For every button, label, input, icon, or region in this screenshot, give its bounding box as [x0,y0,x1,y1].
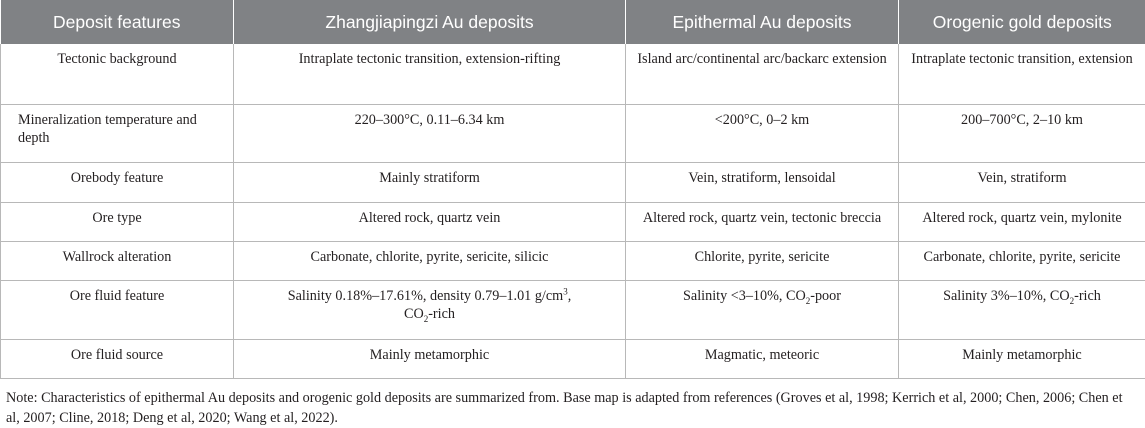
cell-epithermal: Magmatic, meteoric [626,340,899,379]
cell-orogenic: 200–700°C, 2–10 km [899,105,1145,163]
cell-epithermal [626,281,899,340]
row-label: Wallrock alteration [1,242,234,281]
subscript: 2 [424,314,429,324]
table-row [1,281,1145,340]
cell-epithermal: Altered rock, quartz vein, tectonic breccia [626,203,899,242]
cell-orogenic: Altered rock, quartz vein, mylonite [899,203,1145,242]
cell-epithermal: Island arc/continental arc/backarc extension [626,44,899,105]
table-row [1,44,1145,105]
row-label: Ore type [1,203,234,242]
cell-zhangjiapingzi: Carbonate, chlorite, pyrite, sericite, silicic [234,242,626,281]
text-fragment: CO [404,306,424,322]
subscript: 2 [806,296,811,306]
row-label: Ore fluid feature [1,281,234,340]
header-deposit-features: Deposit features [1,0,234,44]
row-label: Ore fluid source [1,340,234,379]
text-fragment: Salinity <3–10%, CO [683,288,806,304]
cell-zhangjiapingzi: Mainly stratiform [234,163,626,203]
cell-zhangjiapingzi: Altered rock, quartz vein [234,203,626,242]
cell-zhangjiapingzi: 220–300°C, 0.11–6.34 km [234,105,626,163]
cell-zhangjiapingzi [234,281,626,340]
cell-epithermal: Chlorite, pyrite, sericite [626,242,899,281]
cell-zhangjiapingzi: Mainly metamorphic [234,340,626,379]
text-fragment: Salinity 3%–10%, CO [943,288,1070,304]
table-row [1,340,1145,379]
header-orogenic: Orogenic gold deposits [899,0,1145,44]
cell-orogenic: Vein, stratiform [899,163,1145,203]
text-fragment: Salinity 0.18%–17.61%, density 0.79–1.01 g/cm [288,288,563,304]
cell-epithermal: Vein, stratiform, lensoidal [626,163,899,203]
table-row [1,203,1145,242]
superscript: 3 [563,286,568,296]
header-row [1,0,1145,44]
text-fragment: -rich [1074,288,1101,304]
table-row [1,242,1145,281]
header-epithermal: Epithermal Au deposits [626,0,899,44]
row-label: Mineralization temperature and depth [1,105,234,163]
header-zhangjiapingzi: Zhangjiapingzi Au deposits [234,0,626,44]
row-label: Orebody feature [1,163,234,203]
cell-orogenic: Intraplate tectonic transition, extension [899,44,1145,105]
table-body [1,44,1145,379]
cell-orogenic [899,281,1145,340]
table-row [1,163,1145,203]
cell-zhangjiapingzi: Intraplate tectonic transition, extension-rifting [234,44,626,105]
text-fragment: -rich [428,306,455,322]
subscript: 2 [1070,296,1075,306]
text-fragment: -poor [810,288,841,304]
row-label: Tectonic background [1,44,234,105]
text-fragment: , [568,288,572,304]
table-row [1,105,1145,163]
cell-orogenic: Mainly metamorphic [899,340,1145,379]
table-note: Note: Characteristics of epithermal Au deposits and orogenic gold deposits are summarized from. Base map is adapted from references (Groves et al, 1998; Kerrich et al, 2000; Chen, 2006; Chen et al, 2007; Cline, 2018; Deng et al, 2020; Wang et al, 2022). [0,379,1136,428]
cell-orogenic: Carbonate, chlorite, pyrite, sericite [899,242,1145,281]
table-header [1,0,1145,44]
cell-epithermal: <200°C, 0–2 km [626,105,899,163]
